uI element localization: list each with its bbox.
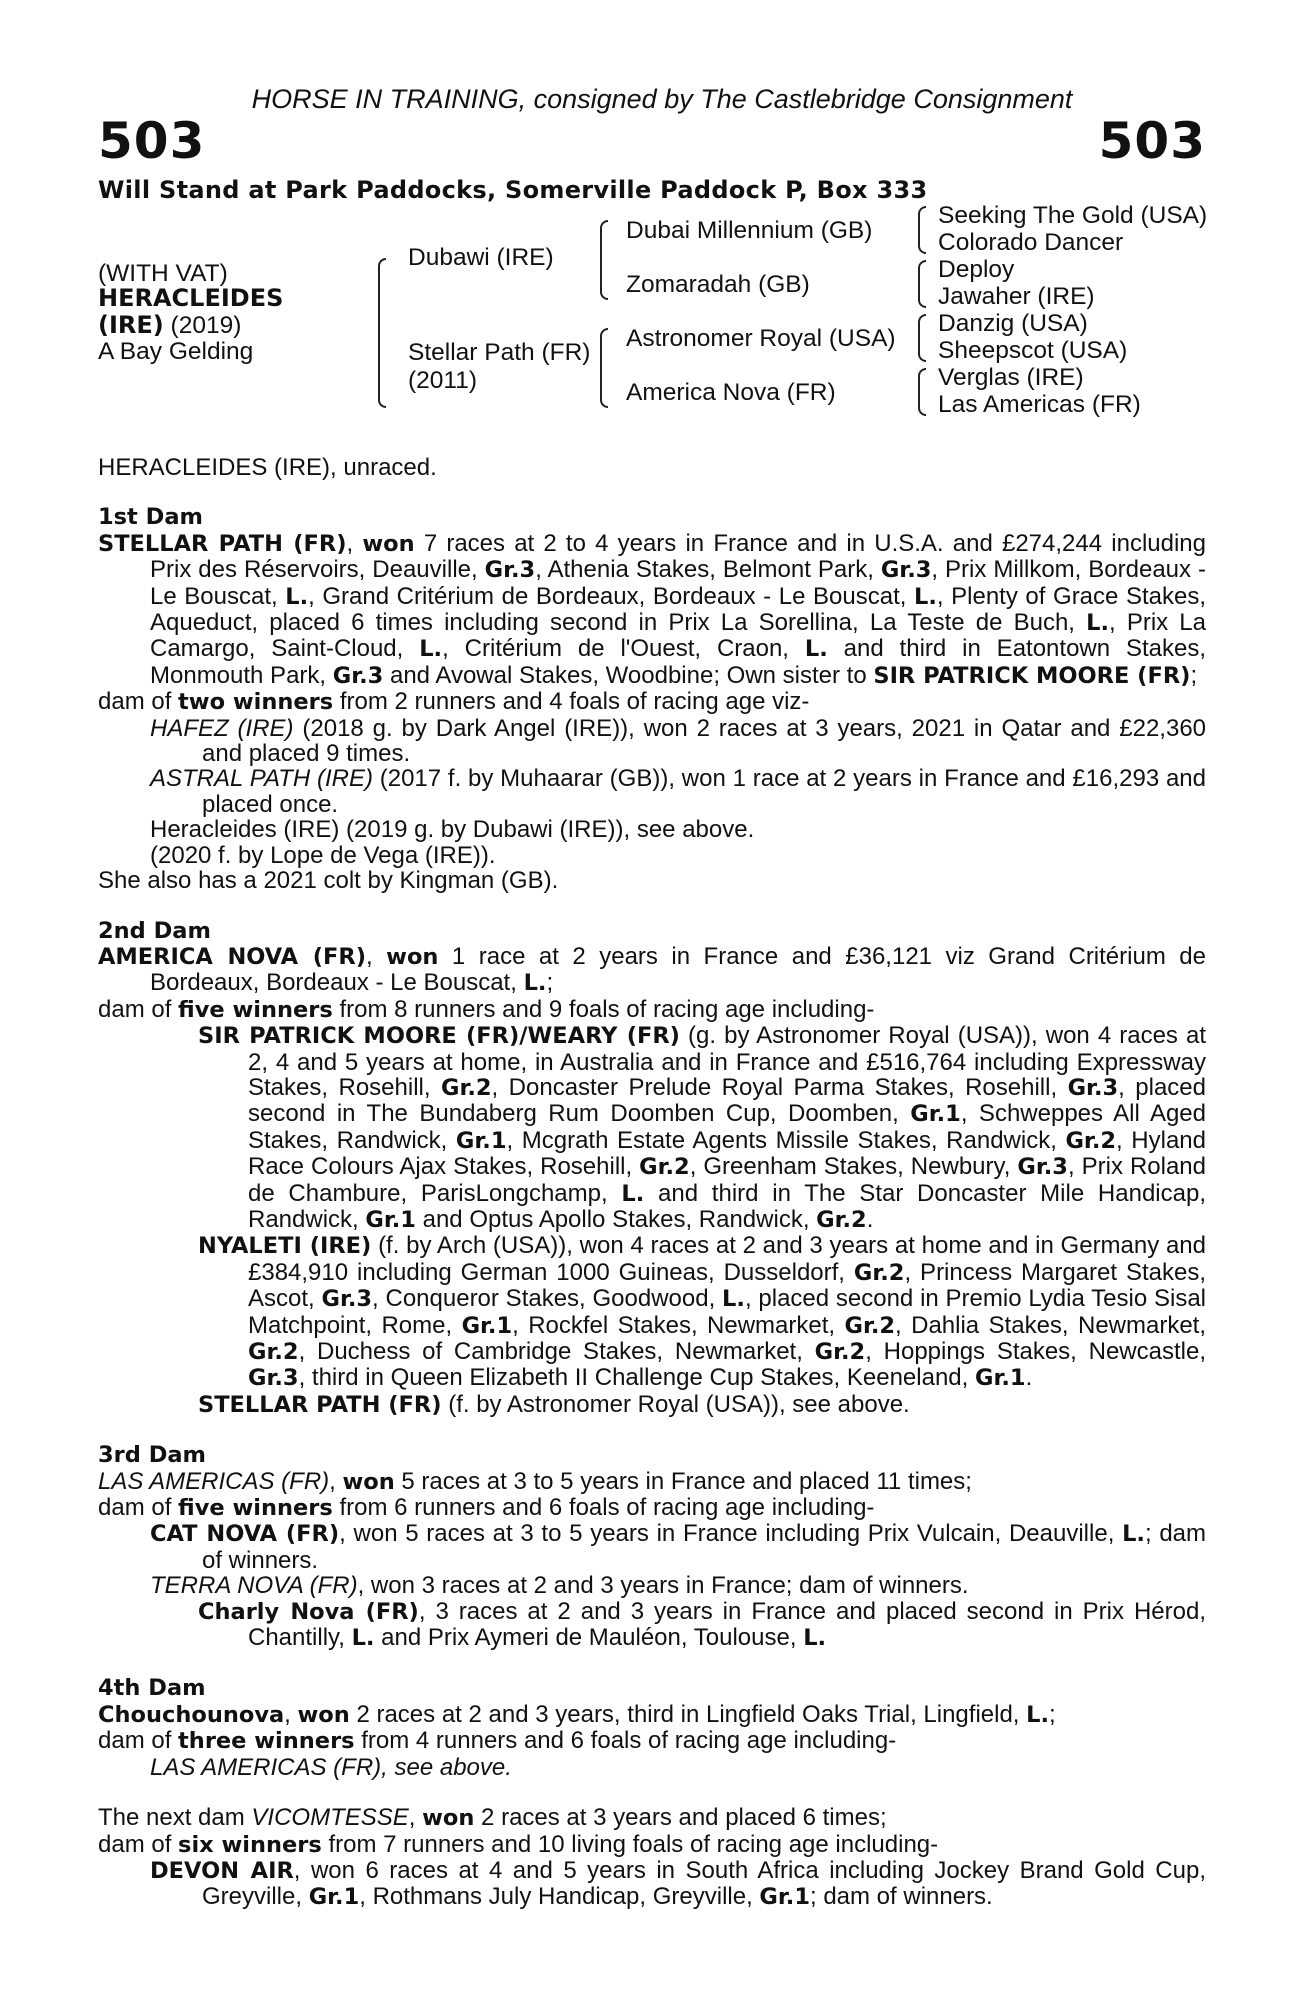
second-dam-record: AMERICA NOVA (FR), won 1 race at 2 years in France and £36,121 viz Grand Critérium de Bordeaux, Bordeaux - Le Bouscat, L.; bbox=[98, 942, 1206, 997]
third-dam-produce-3: Charly Nova (FR), 3 races at 2 and 3 years in France and placed second in Prix Hérod, Chantilly, L. and Prix Aymeri de Mauléon, Toulouse, L. bbox=[198, 1597, 1206, 1652]
pedigree-dam-year: (2011) bbox=[408, 367, 478, 394]
second-dam-name: AMERICA NOVA (FR) bbox=[98, 943, 367, 970]
won-label: won bbox=[362, 530, 415, 557]
second-dam-produce-3: STELLAR PATH (FR) (f. by Astronomer Royal (USA)), see above. bbox=[198, 1390, 910, 1418]
pedigree-dss: Danzig (USA) bbox=[938, 310, 1088, 337]
second-dam-heading: 2nd Dam bbox=[98, 917, 211, 944]
pedigree-dam: Stellar Path (FR) bbox=[408, 339, 591, 366]
third-dam-heading: 3rd Dam bbox=[98, 1442, 206, 1469]
fourth-dam-produce-summary: dam of three winners from 4 runners and 6 foals of racing age including- bbox=[98, 1727, 897, 1755]
fourth-dam-record: Chouchounova, won 2 races at 2 and 3 years, third in Lingfield Oaks Trial, Lingfield, L.; bbox=[98, 1700, 1056, 1728]
third-dam-produce-summary: dam of five winners from 6 runners and 6 foals of racing age including- bbox=[98, 1494, 875, 1522]
next-dam-produce-summary: dam of six winners from 7 runners and 10 living foals of racing age including- bbox=[98, 1830, 939, 1858]
pedigree-bracket-sire bbox=[600, 220, 608, 300]
first-dam-produce-summary: dam of two winners from 2 runners and 4 foals of racing age viz- bbox=[98, 688, 810, 716]
own-sister-name: SIR PATRICK MOORE (FR) bbox=[873, 662, 1191, 689]
catalogue-body bbox=[98, 455, 1206, 1911]
lot-number-left: 503 bbox=[98, 112, 206, 170]
second-dam-produce-2: NYALETI (IRE) (f. by Arch (USA)), won 4 races at 2 and 3 years at home and in Germany and £384,910 including German 1000 Guineas, Dusseldorf, Gr.2, Princess Margaret Stakes, Ascot, Gr.3, Conqueror Stakes, Goodwood, L., placed second in Premio Lydia Tesio Sisal Matchpoint, Rome, Gr.1, Rockfel Stakes, Newmarket, Gr.2, Dahlia Stakes, Newmarket, Gr.2, Duchess of Cambridge Stakes, Newmarket, Gr.2, Hoppings Stakes, Newcastle, Gr.3, third in Queen Elizabeth II Challenge Cup Stakes, Keeneland, Gr.1. bbox=[198, 1232, 1207, 1392]
horse-year: (2019) bbox=[163, 312, 242, 339]
pedigree-sire-sire: Dubai Millennium (GB) bbox=[626, 217, 873, 244]
first-dam-produce-1: HAFEZ (IRE) (2018 g. by Dark Angel (IRE)), won 2 races at 3 years, 2021 in Qatar and £22,360 and placed 9 times. bbox=[150, 714, 1207, 768]
lot-number-right: 503 bbox=[1098, 112, 1206, 170]
horse-name-country-year bbox=[98, 311, 241, 340]
first-dam-produce-3: Heracleides (IRE) (2019 g. by Dubawi (IRE)), see above. bbox=[150, 816, 755, 844]
first-dam-produce-4: (2020 f. by Lope de Vega (IRE)). bbox=[150, 841, 496, 869]
pedigree-dsd: Sheepscot (USA) bbox=[938, 337, 1128, 364]
first-dam-produce-5: She also has a 2021 colt by Kingman (GB). bbox=[98, 867, 559, 895]
race-summary: HERACLEIDES (IRE), unraced. bbox=[98, 454, 437, 481]
vat-note: (WITH VAT) bbox=[98, 260, 228, 287]
pedigree-sire: Dubawi (IRE) bbox=[408, 244, 554, 271]
pedigree-sds: Deploy bbox=[938, 256, 1015, 283]
pedigree-sdd: Jawaher (IRE) bbox=[938, 283, 1095, 310]
first-dam-heading: 1st Dam bbox=[98, 504, 203, 531]
pedigree-sss: Seeking The Gold (USA) bbox=[938, 202, 1208, 229]
pedigree-ddd: Las Americas (FR) bbox=[938, 391, 1141, 418]
pedigree-dam-dam: America Nova (FR) bbox=[626, 379, 836, 406]
fourth-dam-heading: 4th Dam bbox=[98, 1675, 206, 1702]
consignment-header: HORSE IN TRAINING, consigned by The Castlebridge Consignment bbox=[251, 84, 1073, 114]
second-dam-produce-summary: dam of five winners from 8 runners and 9 foals of racing age including- bbox=[98, 995, 875, 1023]
horse-name: HERACLEIDES bbox=[98, 284, 284, 312]
first-dam-name: STELLAR PATH (FR) bbox=[98, 530, 347, 557]
third-dam-produce-2: TERRA NOVA (FR), won 3 races at 2 and 3 years in France; dam of winners. bbox=[150, 1572, 969, 1600]
next-dam-record: The next dam VICOMTESSE, won 2 races at 3 years and placed 6 times; bbox=[98, 1804, 887, 1832]
pedigree-bracket-sd bbox=[918, 260, 926, 308]
fourth-dam-produce-1: LAS AMERICAS (FR), see above. bbox=[150, 1753, 512, 1781]
pedigree-bracket-dam bbox=[600, 328, 608, 408]
pedigree-bracket-dd bbox=[918, 368, 926, 416]
pedigree-dds: Verglas (IRE) bbox=[938, 364, 1084, 391]
pedigree-bracket-ss bbox=[918, 206, 926, 254]
horse-country: (IRE) bbox=[98, 311, 164, 339]
horse-description: A Bay Gelding bbox=[98, 338, 254, 365]
pedigree-ssd: Colorado Dancer bbox=[938, 229, 1124, 256]
pedigree-bracket-main bbox=[378, 258, 386, 408]
first-dam-produce-2: ASTRAL PATH (IRE) (2017 f. by Muhaarar (GB)), won 1 race at 2 years in France and £16,293 and placed once. bbox=[150, 765, 1207, 818]
first-dam-record: STELLAR PATH (FR), won 7 races at 2 to 4 years in France and in U.S.A. and £274,244 including Prix des Réservoirs, Deauville, Gr.3, Athenia Stakes, Belmont Park, Gr.3, Prix Millkom, Bordeaux - Le Bouscat, L., Grand Critérium de Bordeaux, Bordeaux - Le Bouscat, L., Plenty of Grace Stakes, Aqueduct, placed 6 times including second in Prix La Sorellina, La Teste de Buch, L., Prix La Camargo, Saint-Cloud, L., Critérium de l'Ouest, Craon, L. and third in Eatontown Stakes, Monmouth Park, Gr.3 and Avowal Stakes, Woodbine; Own sister to SIR PATRICK MOORE (FR); bbox=[98, 529, 1207, 689]
pedigree-sire-dam: Zomaradah (GB) bbox=[626, 271, 810, 298]
pedigree-dam-sire: Astronomer Royal (USA) bbox=[626, 325, 896, 352]
stand-location: Will Stand at Park Paddocks, Somerville Paddock P, Box 333 bbox=[98, 176, 928, 204]
third-dam-produce-1: CAT NOVA (FR), won 5 races at 3 to 5 years in France including Prix Vulcain, Deauville, L.; dam of winners. bbox=[150, 1520, 1207, 1574]
second-dam-produce-1: SIR PATRICK MOORE (FR)/WEARY (FR) (g. by Astronomer Royal (USA)), won 4 races at 2, 4 and 5 years at home, in Australia and in France and £516,764 including Expressway Stakes, Rosehill, Gr.2, Doncaster Prelude Royal Parma Stakes, Rosehill, Gr.3, placed second in The Bundaberg Rum Doomben Cup, Doomben, Gr.1, Schweppes All Aged Stakes, Randwick, Gr.1, Mcgrath Estate Agents Missile Stakes, Randwick, Gr.2, Hyland Race Colours Ajax Stakes, Rosehill, Gr.2, Greenham Stakes, Newbury, Gr.3, Prix Roland de Chambure, ParisLongchamp, L. and third in The Star Doncaster Mile Handicap, Randwick, Gr.1 and Optus Apollo Stakes, Randwick, Gr.2. bbox=[198, 1022, 1207, 1233]
pedigree-bracket-ds bbox=[918, 314, 926, 362]
third-dam-record: LAS AMERICAS (FR), won 5 races at 3 to 5 years in France and placed 11 times; bbox=[98, 1467, 972, 1495]
next-dam-produce-1: DEVON AIR, won 6 races at 4 and 5 years in South Africa including Jockey Brand Gold Cup, Greyville, Gr.1, Rothmans July Handicap, Greyville, Gr.1; dam of winners. bbox=[150, 1856, 1207, 1911]
